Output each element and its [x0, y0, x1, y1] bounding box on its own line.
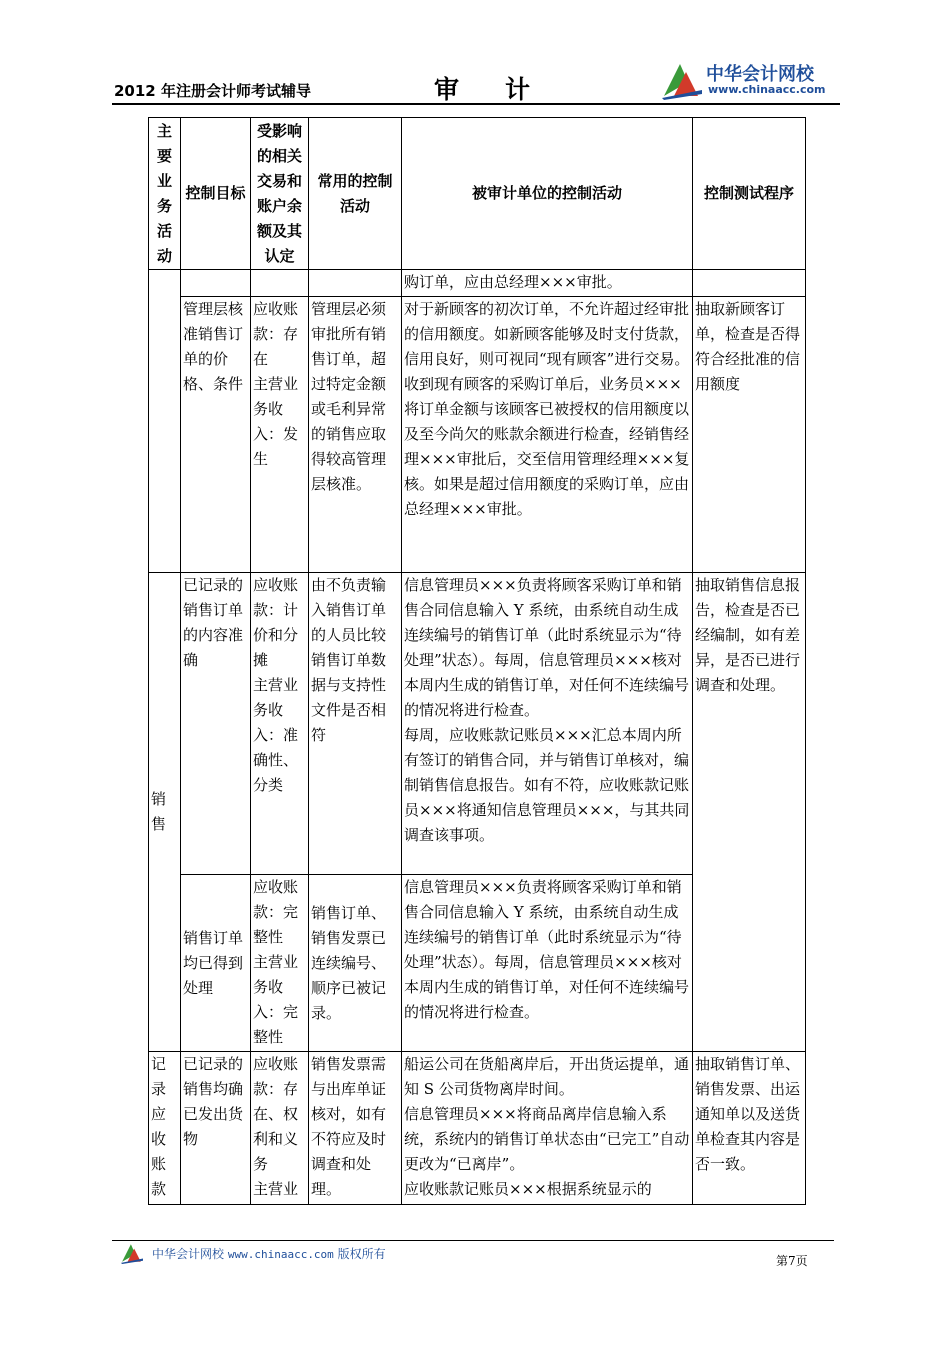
table-row — [149, 297, 806, 573]
client-control-cell: 信息管理员×××负责将顾客采购订单和销售合同信息输入 Y 系统，由系统自动生成连续编号的销售订单（此时系统显示为“待处理”状态）。每周，信息管理员×××核对本周内生成的销售订单，对任何不连续编号的情况将进行检查。 每周，应收账款记账员×××汇总本周内所有签订的销售合同，并与销售订单核对，编制销售信息报告。如有不符，应收账款记账员×××将通知信息管理员×××，与其共同调查该事项。 — [402, 573, 693, 875]
client-control-cell: 信息管理员×××负责将顾客采购订单和销售合同信息输入 Y 系统，由系统自动生成连续编号的销售订单（此时系统显示为“待处理”状态）。每周，信息管理员×××核对本周内生成的销售订单，对任何不连续编号的情况将进行检查。 — [402, 875, 693, 1052]
audit-control-table — [148, 117, 806, 1205]
footer-copyright — [152, 1245, 386, 1262]
client-control-cell: 船运公司在货船离岸后，开出货运提单，通知 S 公司货物离岸时间。 信息管理员×××将商品离岸信息输入系统，系统内的销售订单状态由“已完工”自动更改为“已离岸”。 应收账款记账员×××根据系统显示的 — [402, 1052, 693, 1205]
page-number: 第7页 — [776, 1254, 808, 1268]
assertion-cell: 应收账款：存在 主营业务收入：发生 — [251, 297, 309, 573]
table-row — [149, 270, 806, 297]
logo-url: www.chinaacc.com — [708, 83, 826, 96]
header-assertion: 受影响的相关交易和账户余额及其认定 — [251, 118, 309, 270]
objective-cell — [181, 270, 251, 297]
objective-cell: 已记录的销售均确已发出货物 — [181, 1052, 251, 1205]
subject-title: 审计 — [434, 75, 577, 104]
logo-name: 中华会计网校 — [706, 64, 814, 85]
objective-cell: 管理层核准销售订单的价格、条件 — [181, 297, 251, 573]
client-control-cell: 对于新顾客的初次订单，不允许超过经审批的信用额度。如新顾客能够及时支付货款，信用良好，则可视同“现有顾客”进行交易。 收到现有顾客的采购订单后，业务员×××将订单金额与该顾客已被授权的信用额度以及至今尚欠的账款余额进行检查，经销售经理×××审批后，交至信用管理经理×××复核。如果是超过信用额度的采购订单，应由总经理×××审批。 — [402, 297, 693, 573]
objective-cell: 销售订单均已得到处理 — [181, 875, 251, 1052]
footer-url[interactable]: www.chinaacc.com — [227, 1248, 334, 1261]
assertion-cell: 应收账款：计价和分摊 主营业务收入：准确性、分类 — [251, 573, 309, 875]
header-activity: 主要业务活动 — [149, 118, 181, 270]
footer-rights: 版权所有 — [337, 1247, 386, 1261]
header-test: 控制测试程序 — [693, 118, 806, 270]
header-objective: 控制目标 — [181, 118, 251, 270]
page-header — [112, 58, 840, 104]
header-divider — [112, 103, 840, 105]
common-control-cell — [309, 270, 402, 297]
logo-mark-icon — [660, 60, 704, 100]
assertion-cell: 应收账款：存在、权利和义务 主营业 — [251, 1052, 309, 1205]
common-control-cell: 销售订单、销售发票已连续编号、顺序已被记录。 — [309, 875, 402, 1052]
table-row — [149, 573, 806, 875]
header-common-control: 常用的控制活动 — [309, 118, 402, 270]
assertion-cell: 应收账款：完整性 主营业务收入：完整性 — [251, 875, 309, 1052]
common-control-cell: 由不负责输入销售订单的人员比较销售订单数据与支持性文件是否相符 — [309, 573, 402, 875]
activity-cell-sales: 销售 — [149, 573, 181, 1052]
assertion-cell — [251, 270, 309, 297]
test-cell — [693, 270, 806, 297]
activity-cell-receivable: 记录应收账款 — [149, 1052, 181, 1205]
activity-cell-continued — [149, 270, 181, 573]
test-cell: 抽取新顾客订单，检查是否得符合经批准的信用额度 — [693, 297, 806, 573]
test-cell: 抽取销售订单、销售发票、出运通知单以及送货单检查其内容是否一致。 — [693, 1052, 806, 1205]
objective-cell: 已记录的销售订单的内容准确 — [181, 573, 251, 875]
footer-logo-name: 中华会计网校 — [152, 1247, 225, 1261]
footer-divider — [112, 1240, 834, 1241]
test-cell: 抽取销售信息报告，检查是否已经编制，如有差异，是否已进行调查和处理。 — [693, 573, 806, 1052]
header-client-control: 被审计单位的控制活动 — [402, 118, 693, 270]
footer-logo-icon — [116, 1242, 148, 1264]
client-control-cell: 购订单，应由总经理×××审批。 — [402, 270, 693, 297]
common-control-cell: 管理层必须审批所有销售订单，超过特定金额或毛利异常的销售应取得较高管理层核准。 — [309, 297, 402, 573]
exam-title: 2012 年注册会计师考试辅导 — [114, 82, 311, 100]
brand-logo — [660, 58, 840, 102]
common-control-cell: 销售发票需与出库单证核对，如有不符应及时调查和处理。 — [309, 1052, 402, 1205]
table-row — [149, 1052, 806, 1205]
header-row — [149, 118, 806, 270]
